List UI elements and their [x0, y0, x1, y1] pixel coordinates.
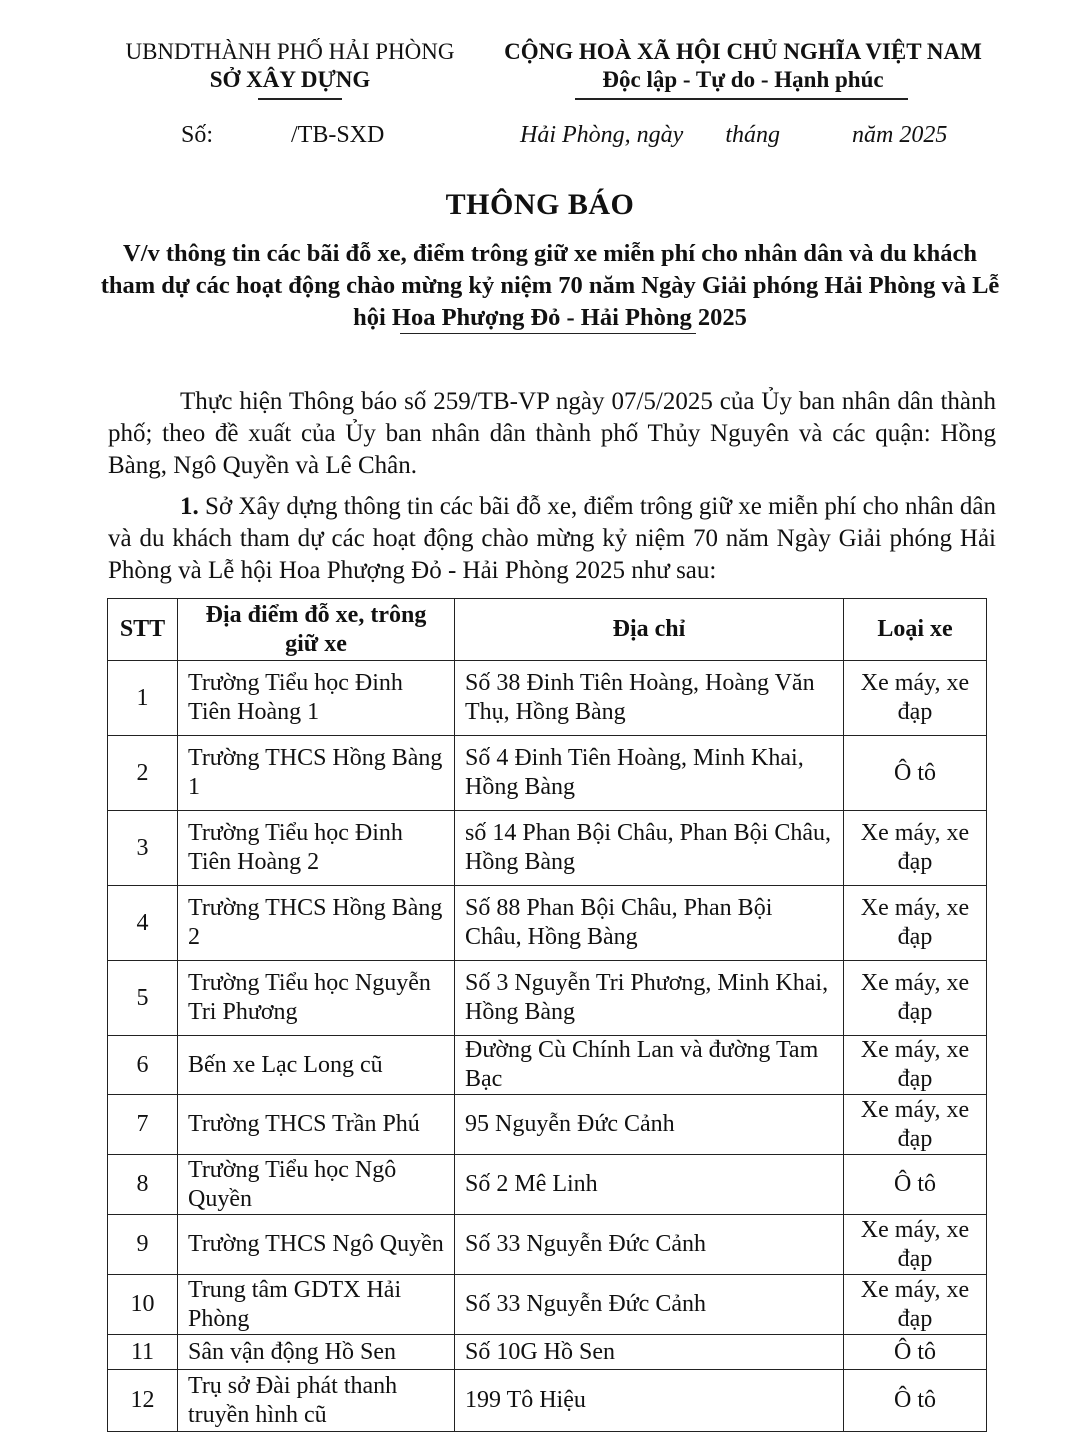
issuer-parent: UBNDTHÀNH PHỐ HẢI PHÒNG: [125, 39, 455, 64]
document-subject: V/v thông tin các bãi đỗ xe, điểm trông giữ xe miễn phí cho nhân dân và du khách tham dự các hoạt động chào mừng kỷ niệm 70 năm Ngày Giải phóng Hải Phòng và Lễ hội Hoa Phượng Đỏ - Hải Phòng 2025: [100, 240, 1000, 331]
table-row: [108, 886, 987, 961]
table-row: [108, 661, 987, 736]
cell-location: Trường Tiểu học Đinh Tiên Hoàng 2: [178, 811, 455, 886]
table-row: [108, 1095, 987, 1155]
paragraph-2-text: Sở Xây dựng thông tin các bãi đỗ xe, điểm trông giữ xe miễn phí cho nhân dân và du khách tham dự các hoạt động chào mừng kỷ niệm 70 năm Ngày Giải phóng Hải Phòng và Lễ hội Hoa Phượng Đỏ - Hải Phòng 2025 như sau:: [108, 493, 996, 584]
cell-stt: 9: [108, 1215, 178, 1275]
col-header-address: Địa chỉ: [455, 599, 844, 661]
table-header-row: [108, 599, 987, 661]
subject-underline: [400, 333, 696, 334]
table-row: [108, 1215, 987, 1275]
date-month: tháng: [725, 122, 780, 148]
col-header-location: Địa điểm đỗ xe, trông giữ xe: [178, 599, 455, 661]
cell-stt: 11: [108, 1335, 178, 1370]
cell-stt: 12: [108, 1370, 178, 1432]
cell-stt: 4: [108, 886, 178, 961]
table-row: [108, 1275, 987, 1335]
number-label: Số:: [181, 122, 214, 148]
cell-address: Đường Cù Chính Lan và đường Tam Bạc: [455, 1036, 844, 1095]
issuer-underline: [258, 98, 342, 100]
cell-stt: 6: [108, 1036, 178, 1095]
cell-location: Trụ sở Đài phát thanh truyền hình cũ: [178, 1370, 455, 1432]
cell-location: Bến xe Lạc Long cũ: [178, 1036, 455, 1095]
cell-vehicle-type: Ô tô: [844, 1155, 987, 1215]
document-title: THÔNG BÁO: [445, 188, 635, 221]
cell-location: Trường Tiểu học Đinh Tiên Hoàng 1: [178, 661, 455, 736]
issuer-block: [100, 38, 480, 94]
cell-stt: 3: [108, 811, 178, 886]
cell-address: 95 Nguyễn Đức Cảnh: [455, 1095, 844, 1155]
cell-location: Trường THCS Trần Phú: [178, 1095, 455, 1155]
cell-vehicle-type: Xe máy, xe đạp: [844, 811, 987, 886]
cell-address: Số 4 Đinh Tiên Hoàng, Minh Khai, Hồng Bàng: [455, 736, 844, 811]
cell-vehicle-type: Ô tô: [844, 1370, 987, 1432]
cell-stt: 7: [108, 1095, 178, 1155]
cell-address: Số 10G Hồ Sen: [455, 1335, 844, 1370]
cell-location: Sân vận động Hồ Sen: [178, 1335, 455, 1370]
cell-address: số 14 Phan Bội Châu, Phan Bội Châu, Hồng Bàng: [455, 811, 844, 886]
cell-vehicle-type: Ô tô: [844, 1335, 987, 1370]
date-place: Hải Phòng, ngày: [520, 122, 684, 148]
table-row: [108, 961, 987, 1036]
col-header-stt: STT: [108, 599, 178, 661]
cell-location: Trung tâm GDTX Hải Phòng: [178, 1275, 455, 1335]
cell-vehicle-type: Xe máy, xe đạp: [844, 1215, 987, 1275]
parking-table: [107, 598, 987, 1432]
paragraph-2-number: 1.: [180, 493, 199, 520]
cell-address: Số 33 Nguyễn Đức Cảnh: [455, 1275, 844, 1335]
country-name: CỘNG HOÀ XÃ HỘI CHỦ NGHĨA VIỆT NAM: [504, 39, 982, 64]
cell-vehicle-type: Ô tô: [844, 736, 987, 811]
table-row: [108, 1370, 987, 1432]
cell-address: Số 88 Phan Bội Châu, Phan Bội Châu, Hồng Bàng: [455, 886, 844, 961]
cell-address: Số 33 Nguyễn Đức Cảnh: [455, 1215, 844, 1275]
document-number-row: [0, 122, 1080, 152]
national-motto: Độc lập - Tự do - Hạnh phúc: [602, 67, 884, 92]
cell-vehicle-type: Xe máy, xe đạp: [844, 1275, 987, 1335]
table-row: [108, 811, 987, 886]
cell-location: Trường Tiểu học Nguyễn Tri Phương: [178, 961, 455, 1036]
table-row: [108, 1335, 987, 1370]
cell-address: Số 38 Đinh Tiên Hoàng, Hoàng Văn Thụ, Hồng Bàng: [455, 661, 844, 736]
cell-location: Trường THCS Hồng Bàng 2: [178, 886, 455, 961]
issue-date: [520, 122, 947, 149]
paragraph-2: [108, 491, 996, 587]
cell-vehicle-type: Xe máy, xe đạp: [844, 1036, 987, 1095]
number-code: /TB-SXD: [291, 122, 385, 148]
cell-location: Trường Tiểu học Ngô Quyền: [178, 1155, 455, 1215]
col-header-vehicle-type: Loại xe: [844, 599, 987, 661]
cell-stt: 10: [108, 1275, 178, 1335]
motto-underline: [575, 98, 908, 100]
cell-vehicle-type: Xe máy, xe đạp: [844, 886, 987, 961]
cell-stt: 2: [108, 736, 178, 811]
cell-address: 199 Tô Hiệu: [455, 1370, 844, 1432]
paragraph-1: Thực hiện Thông báo số 259/TB-VP ngày 07/5/2025 của Ủy ban nhân dân thành phố; theo đề xuất của Ủy ban nhân dân thành phố Thủy Nguyên và các quận: Hồng Bàng, Ngô Quyền và Lê Chân.: [108, 388, 996, 479]
cell-vehicle-type: Xe máy, xe đạp: [844, 961, 987, 1036]
cell-vehicle-type: Xe máy, xe đạp: [844, 661, 987, 736]
cell-address: Số 3 Nguyễn Tri Phương, Minh Khai, Hồng Bàng: [455, 961, 844, 1036]
issuer-department: SỞ XÂY DỰNG: [209, 67, 371, 92]
table-row: [108, 1036, 987, 1095]
cell-stt: 1: [108, 661, 178, 736]
national-motto-block: [488, 38, 998, 94]
date-year: năm 2025: [851, 122, 948, 148]
table-row: [108, 736, 987, 811]
cell-location: Trường THCS Hồng Bàng 1: [178, 736, 455, 811]
cell-stt: 5: [108, 961, 178, 1036]
cell-stt: 8: [108, 1155, 178, 1215]
cell-location: Trường THCS Ngô Quyền: [178, 1215, 455, 1275]
cell-vehicle-type: Xe máy, xe đạp: [844, 1095, 987, 1155]
cell-address: Số 2 Mê Linh: [455, 1155, 844, 1215]
table-row: [108, 1155, 987, 1215]
